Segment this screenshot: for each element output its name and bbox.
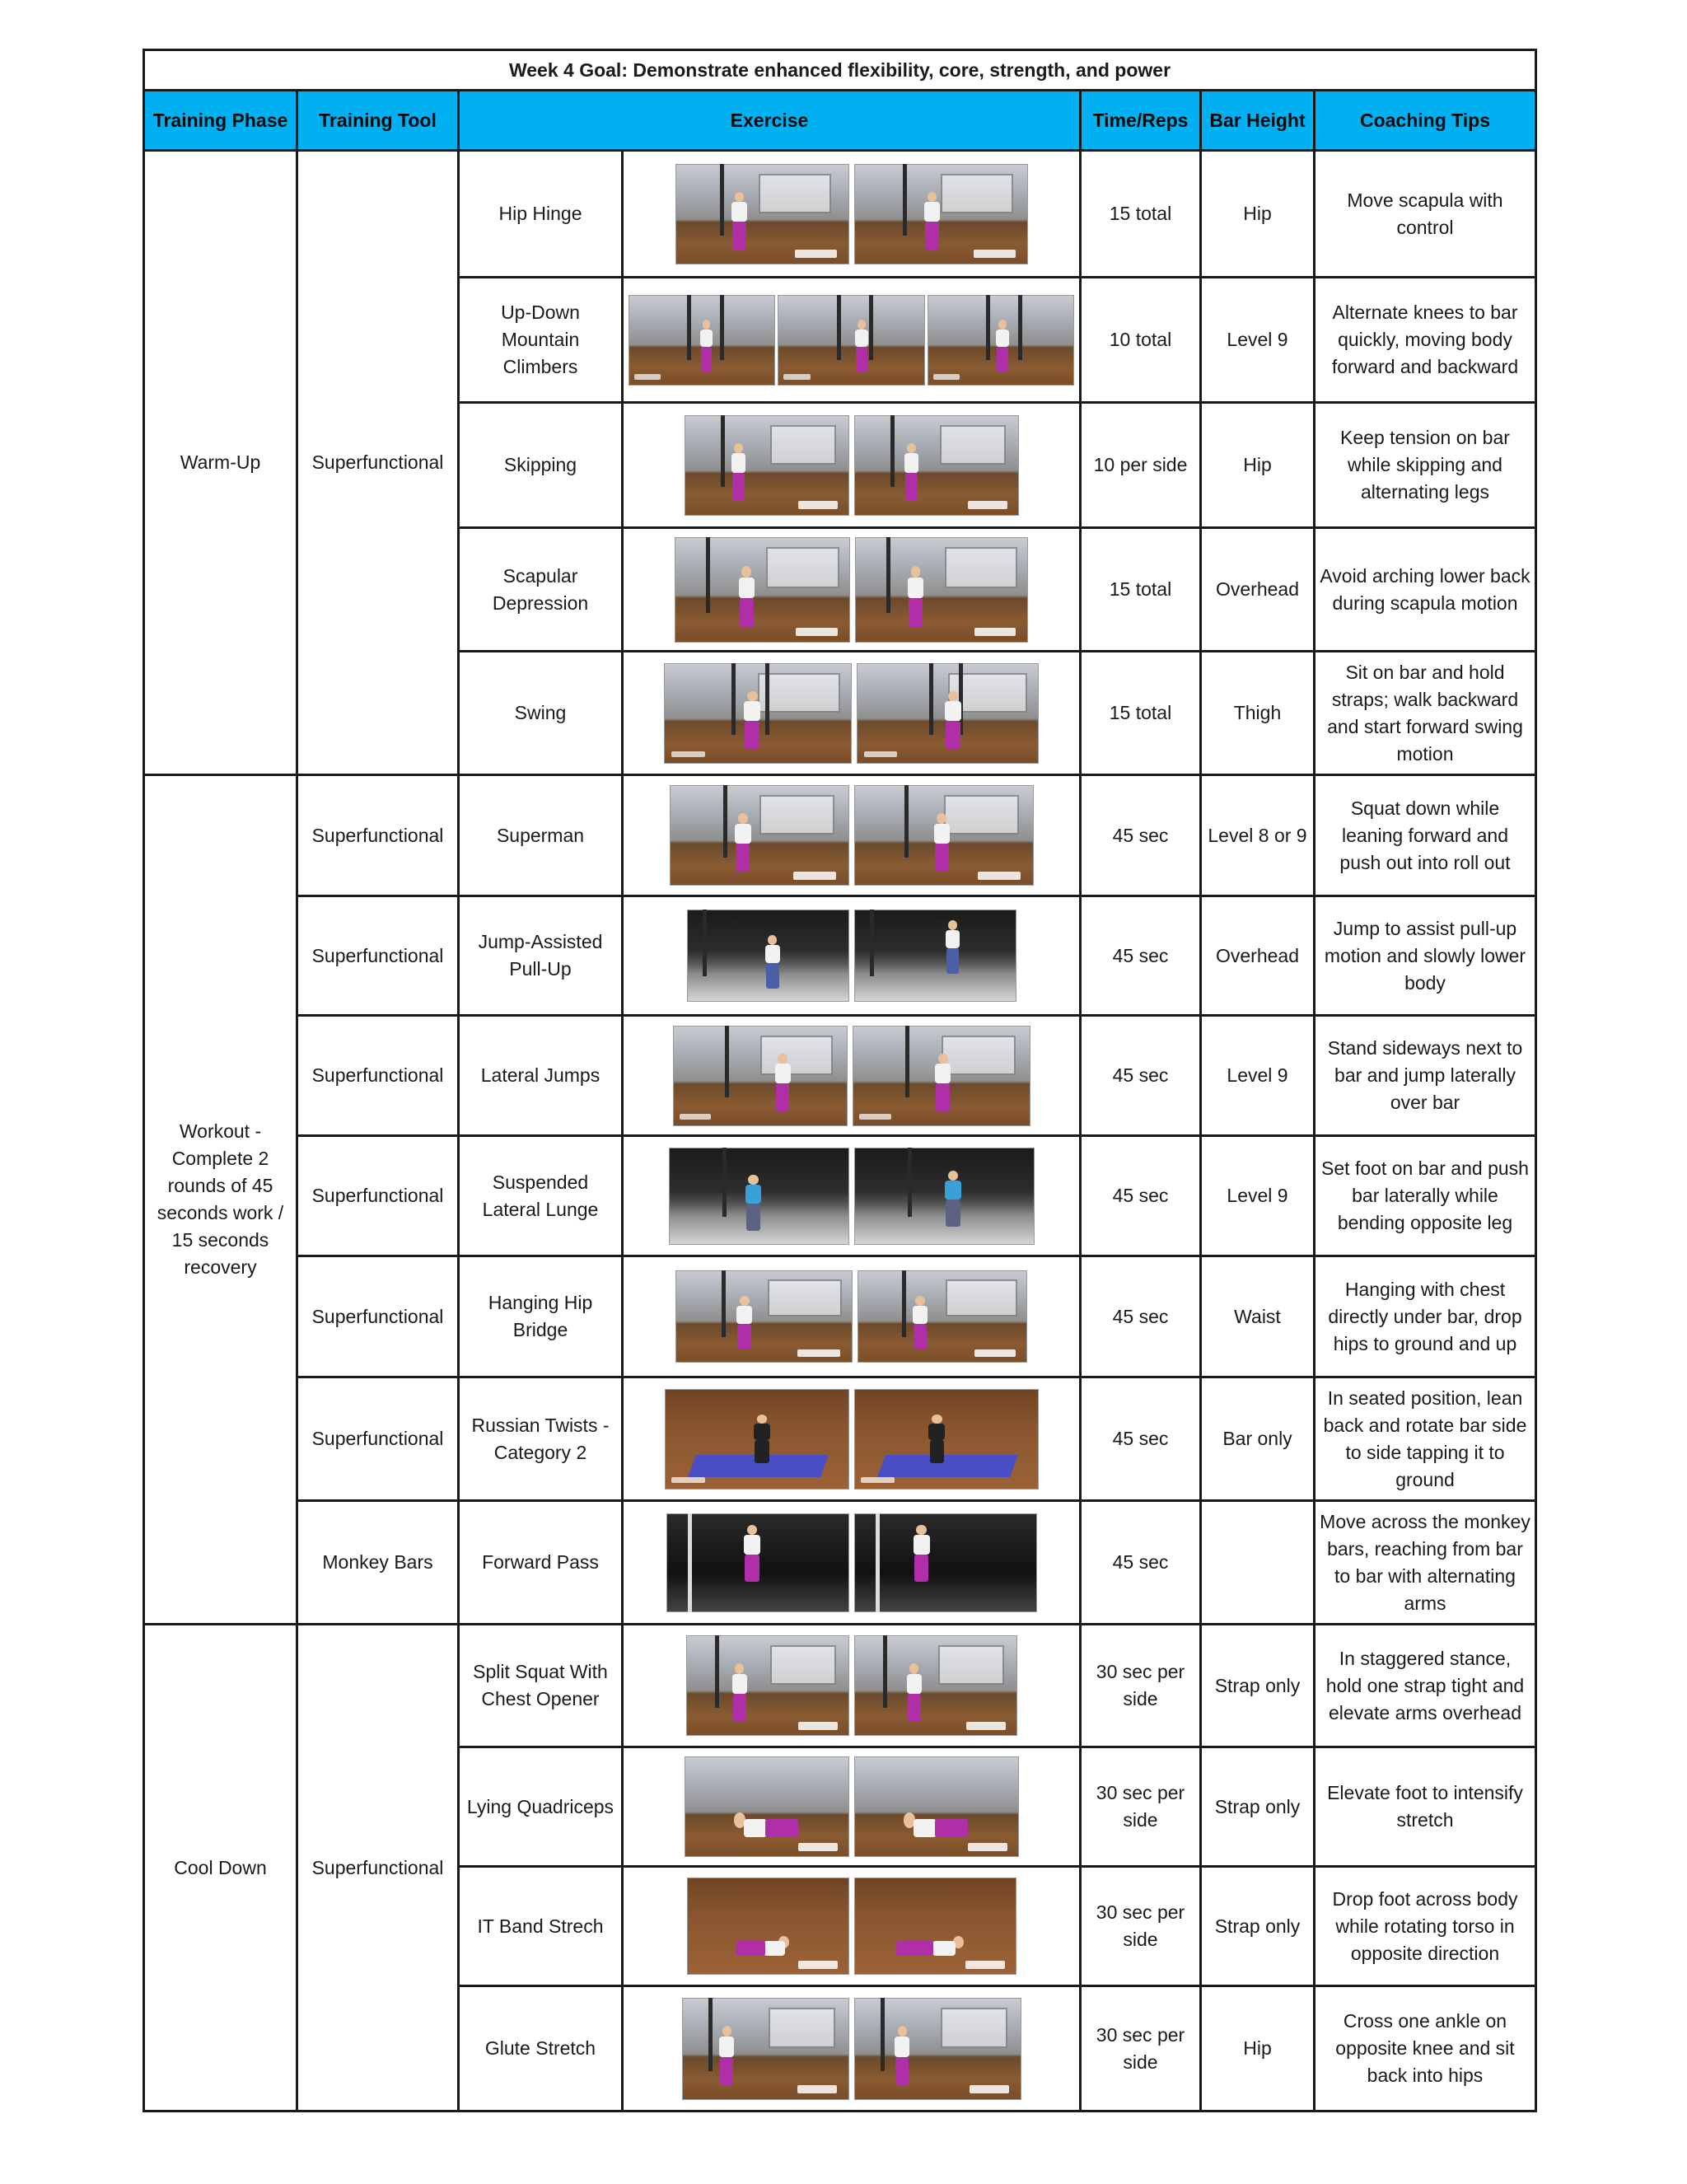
exercise-images xyxy=(623,528,1081,652)
coaching-tip: Stand sideways next to bar and jump laterally over bar xyxy=(1315,1016,1536,1136)
exercise-photo xyxy=(857,663,1039,764)
exercise-photo xyxy=(854,910,1016,1002)
header-coaching-tips: Coaching Tips xyxy=(1315,91,1536,151)
time-reps: 45 sec xyxy=(1081,1016,1201,1136)
time-reps: 30 sec per side xyxy=(1081,1747,1201,1867)
bar-height: Level 9 xyxy=(1201,278,1315,403)
exercise-photo xyxy=(854,1756,1019,1857)
header-row xyxy=(144,91,1536,151)
tool-cell: Superfunctional xyxy=(297,1136,459,1256)
exercise-photo xyxy=(629,295,775,386)
time-reps: 10 total xyxy=(1081,278,1201,403)
exercise-photo xyxy=(666,1513,849,1612)
coaching-tip: Keep tension on bar while skipping and alternating legs xyxy=(1315,403,1536,528)
bar-height: Hip xyxy=(1201,403,1315,528)
table-row xyxy=(144,775,1536,896)
exercise-photo xyxy=(685,415,849,516)
exercise-photo xyxy=(854,415,1019,516)
time-reps: 45 sec xyxy=(1081,896,1201,1016)
exercise-photo xyxy=(686,1635,849,1736)
header-exercise: Exercise xyxy=(459,91,1081,151)
coaching-tip: Alternate knees to bar quickly, moving body forward and backward xyxy=(1315,278,1536,403)
time-reps: 45 sec xyxy=(1081,1501,1201,1625)
coaching-tip: Drop foot across body while rotating torso in opposite direction xyxy=(1315,1867,1536,1986)
bar-height: Hip xyxy=(1201,151,1315,278)
coaching-tip: Set foot on bar and push bar laterally while bending opposite leg xyxy=(1315,1136,1536,1256)
exercise-photo xyxy=(669,1148,849,1245)
time-reps: 45 sec xyxy=(1081,1377,1201,1501)
exercise-name: Hip Hinge xyxy=(459,151,623,278)
coaching-tip: Jump to assist pull-up motion and slowly lower body xyxy=(1315,896,1536,1016)
exercise-name: Jump-Assisted Pull-Up xyxy=(459,896,623,1016)
exercise-name: IT Band Strech xyxy=(459,1867,623,1986)
tool-cell: Superfunctional xyxy=(297,1625,459,2112)
bar-height: Waist xyxy=(1201,1256,1315,1377)
bar-height: Level 9 xyxy=(1201,1016,1315,1136)
table-row xyxy=(144,1136,1536,1256)
exercise-name: Hanging Hip Bridge xyxy=(459,1256,623,1377)
exercise-images xyxy=(623,1377,1081,1501)
tool-cell: Superfunctional xyxy=(297,151,459,775)
bar-height: Overhead xyxy=(1201,528,1315,652)
exercise-photo xyxy=(687,910,849,1002)
time-reps: 45 sec xyxy=(1081,1136,1201,1256)
bar-height xyxy=(1201,1501,1315,1625)
bar-height: Level 9 xyxy=(1201,1136,1315,1256)
coaching-tip: Squat down while leaning forward and push out into roll out xyxy=(1315,775,1536,896)
time-reps: 15 total xyxy=(1081,151,1201,278)
exercise-photo xyxy=(675,164,849,264)
exercise-photo xyxy=(670,785,849,886)
tool-cell: Superfunctional xyxy=(297,775,459,896)
header-time-reps: Time/Reps xyxy=(1081,91,1201,151)
exercise-photo xyxy=(687,1878,849,1975)
exercise-images xyxy=(623,278,1081,403)
exercise-photo xyxy=(778,295,924,386)
time-reps: 30 sec per side xyxy=(1081,1867,1201,1986)
phase-cell: Workout - Complete 2 rounds of 45 seconds work / 15 seconds recovery xyxy=(144,775,297,1625)
exercise-images xyxy=(623,1625,1081,1747)
exercise-photo xyxy=(675,1270,853,1363)
exercise-photo xyxy=(673,1026,848,1126)
table-row xyxy=(144,1256,1536,1377)
time-reps: 10 per side xyxy=(1081,403,1201,528)
exercise-images xyxy=(623,896,1081,1016)
bar-height: Thigh xyxy=(1201,652,1315,775)
exercise-images xyxy=(623,151,1081,278)
exercise-name: Russian Twists - Category 2 xyxy=(459,1377,623,1501)
bar-height: Overhead xyxy=(1201,896,1315,1016)
exercise-photo xyxy=(854,1878,1016,1975)
exercise-name: Swing xyxy=(459,652,623,775)
coaching-tip: Hanging with chest directly under bar, drop hips to ground and up xyxy=(1315,1256,1536,1377)
table-row xyxy=(144,1625,1536,1747)
header-training-tool: Training Tool xyxy=(297,91,459,151)
exercise-photo xyxy=(665,1389,849,1490)
exercise-name: Up-Down Mountain Climbers xyxy=(459,278,623,403)
coaching-tip: In seated position, lean back and rotate bar side to side tapping it to ground xyxy=(1315,1377,1536,1501)
table-row xyxy=(144,1016,1536,1136)
exercise-name: Forward Pass xyxy=(459,1501,623,1625)
tool-cell: Superfunctional xyxy=(297,1016,459,1136)
bar-height: Strap only xyxy=(1201,1625,1315,1747)
exercise-photo xyxy=(854,1635,1017,1736)
exercise-photo xyxy=(858,1270,1027,1363)
exercise-photo xyxy=(685,1756,849,1857)
exercise-images xyxy=(623,1501,1081,1625)
table-row xyxy=(144,896,1536,1016)
table-row xyxy=(144,1377,1536,1501)
exercise-images xyxy=(623,775,1081,896)
exercise-images xyxy=(623,1256,1081,1377)
exercise-photo xyxy=(854,1513,1037,1612)
exercise-photo xyxy=(854,164,1028,264)
exercise-photo xyxy=(928,295,1074,386)
coaching-tip: Avoid arching lower back during scapula motion xyxy=(1315,528,1536,652)
time-reps: 45 sec xyxy=(1081,1256,1201,1377)
exercise-photo xyxy=(854,1148,1035,1245)
exercise-images xyxy=(623,1747,1081,1867)
exercise-photo xyxy=(854,1998,1021,2100)
page-title: Week 4 Goal: Demonstrate enhanced flexibility, core, strength, and power xyxy=(144,50,1536,91)
exercise-photo xyxy=(854,785,1034,886)
bar-height: Bar only xyxy=(1201,1377,1315,1501)
time-reps: 45 sec xyxy=(1081,775,1201,896)
header-training-phase: Training Phase xyxy=(144,91,297,151)
time-reps: 30 sec per side xyxy=(1081,1986,1201,2112)
phase-cell: Cool Down xyxy=(144,1625,297,2112)
exercise-photo xyxy=(854,1389,1039,1490)
exercise-images xyxy=(623,1867,1081,1986)
table-row xyxy=(144,1501,1536,1625)
exercise-images xyxy=(623,403,1081,528)
coaching-tip: Cross one ankle on opposite knee and sit back into hips xyxy=(1315,1986,1536,2112)
exercise-name: Skipping xyxy=(459,403,623,528)
bar-height: Strap only xyxy=(1201,1747,1315,1867)
exercise-images xyxy=(623,1136,1081,1256)
exercise-photo xyxy=(855,537,1028,643)
exercise-photo xyxy=(675,537,850,643)
time-reps: 15 total xyxy=(1081,652,1201,775)
bar-height: Level 8 or 9 xyxy=(1201,775,1315,896)
exercise-images xyxy=(623,1986,1081,2112)
exercise-photo xyxy=(664,663,852,764)
exercise-name: Glute Stretch xyxy=(459,1986,623,2112)
exercise-name: Suspended Lateral Lunge xyxy=(459,1136,623,1256)
coaching-tip: Sit on bar and hold straps; walk backward and start forward swing motion xyxy=(1315,652,1536,775)
header-bar-height: Bar Height xyxy=(1201,91,1315,151)
coaching-tip: Move across the monkey bars, reaching from bar to bar with alternating arms xyxy=(1315,1501,1536,1625)
tool-cell: Superfunctional xyxy=(297,1377,459,1501)
time-reps: 30 sec per side xyxy=(1081,1625,1201,1747)
exercise-name: Lateral Jumps xyxy=(459,1016,623,1136)
tool-cell: Superfunctional xyxy=(297,1256,459,1377)
time-reps: 15 total xyxy=(1081,528,1201,652)
bar-height: Strap only xyxy=(1201,1867,1315,1986)
exercise-name: Scapular Depression xyxy=(459,528,623,652)
coaching-tip: Move scapula with control xyxy=(1315,151,1536,278)
phase-cell: Warm-Up xyxy=(144,151,297,775)
exercise-name: Split Squat With Chest Opener xyxy=(459,1625,623,1747)
exercise-photo xyxy=(682,1998,849,2100)
workout-table xyxy=(143,49,1537,2112)
exercise-images xyxy=(623,652,1081,775)
coaching-tip: In staggered stance, hold one strap tight and elevate arms overhead xyxy=(1315,1625,1536,1747)
exercise-name: Lying Quadriceps xyxy=(459,1747,623,1867)
table-row xyxy=(144,151,1536,278)
exercise-images xyxy=(623,1016,1081,1136)
tool-cell: Monkey Bars xyxy=(297,1501,459,1625)
exercise-name: Superman xyxy=(459,775,623,896)
exercise-photo xyxy=(853,1026,1030,1126)
coaching-tip: Elevate foot to intensify stretch xyxy=(1315,1747,1536,1867)
bar-height: Hip xyxy=(1201,1986,1315,2112)
tool-cell: Superfunctional xyxy=(297,896,459,1016)
